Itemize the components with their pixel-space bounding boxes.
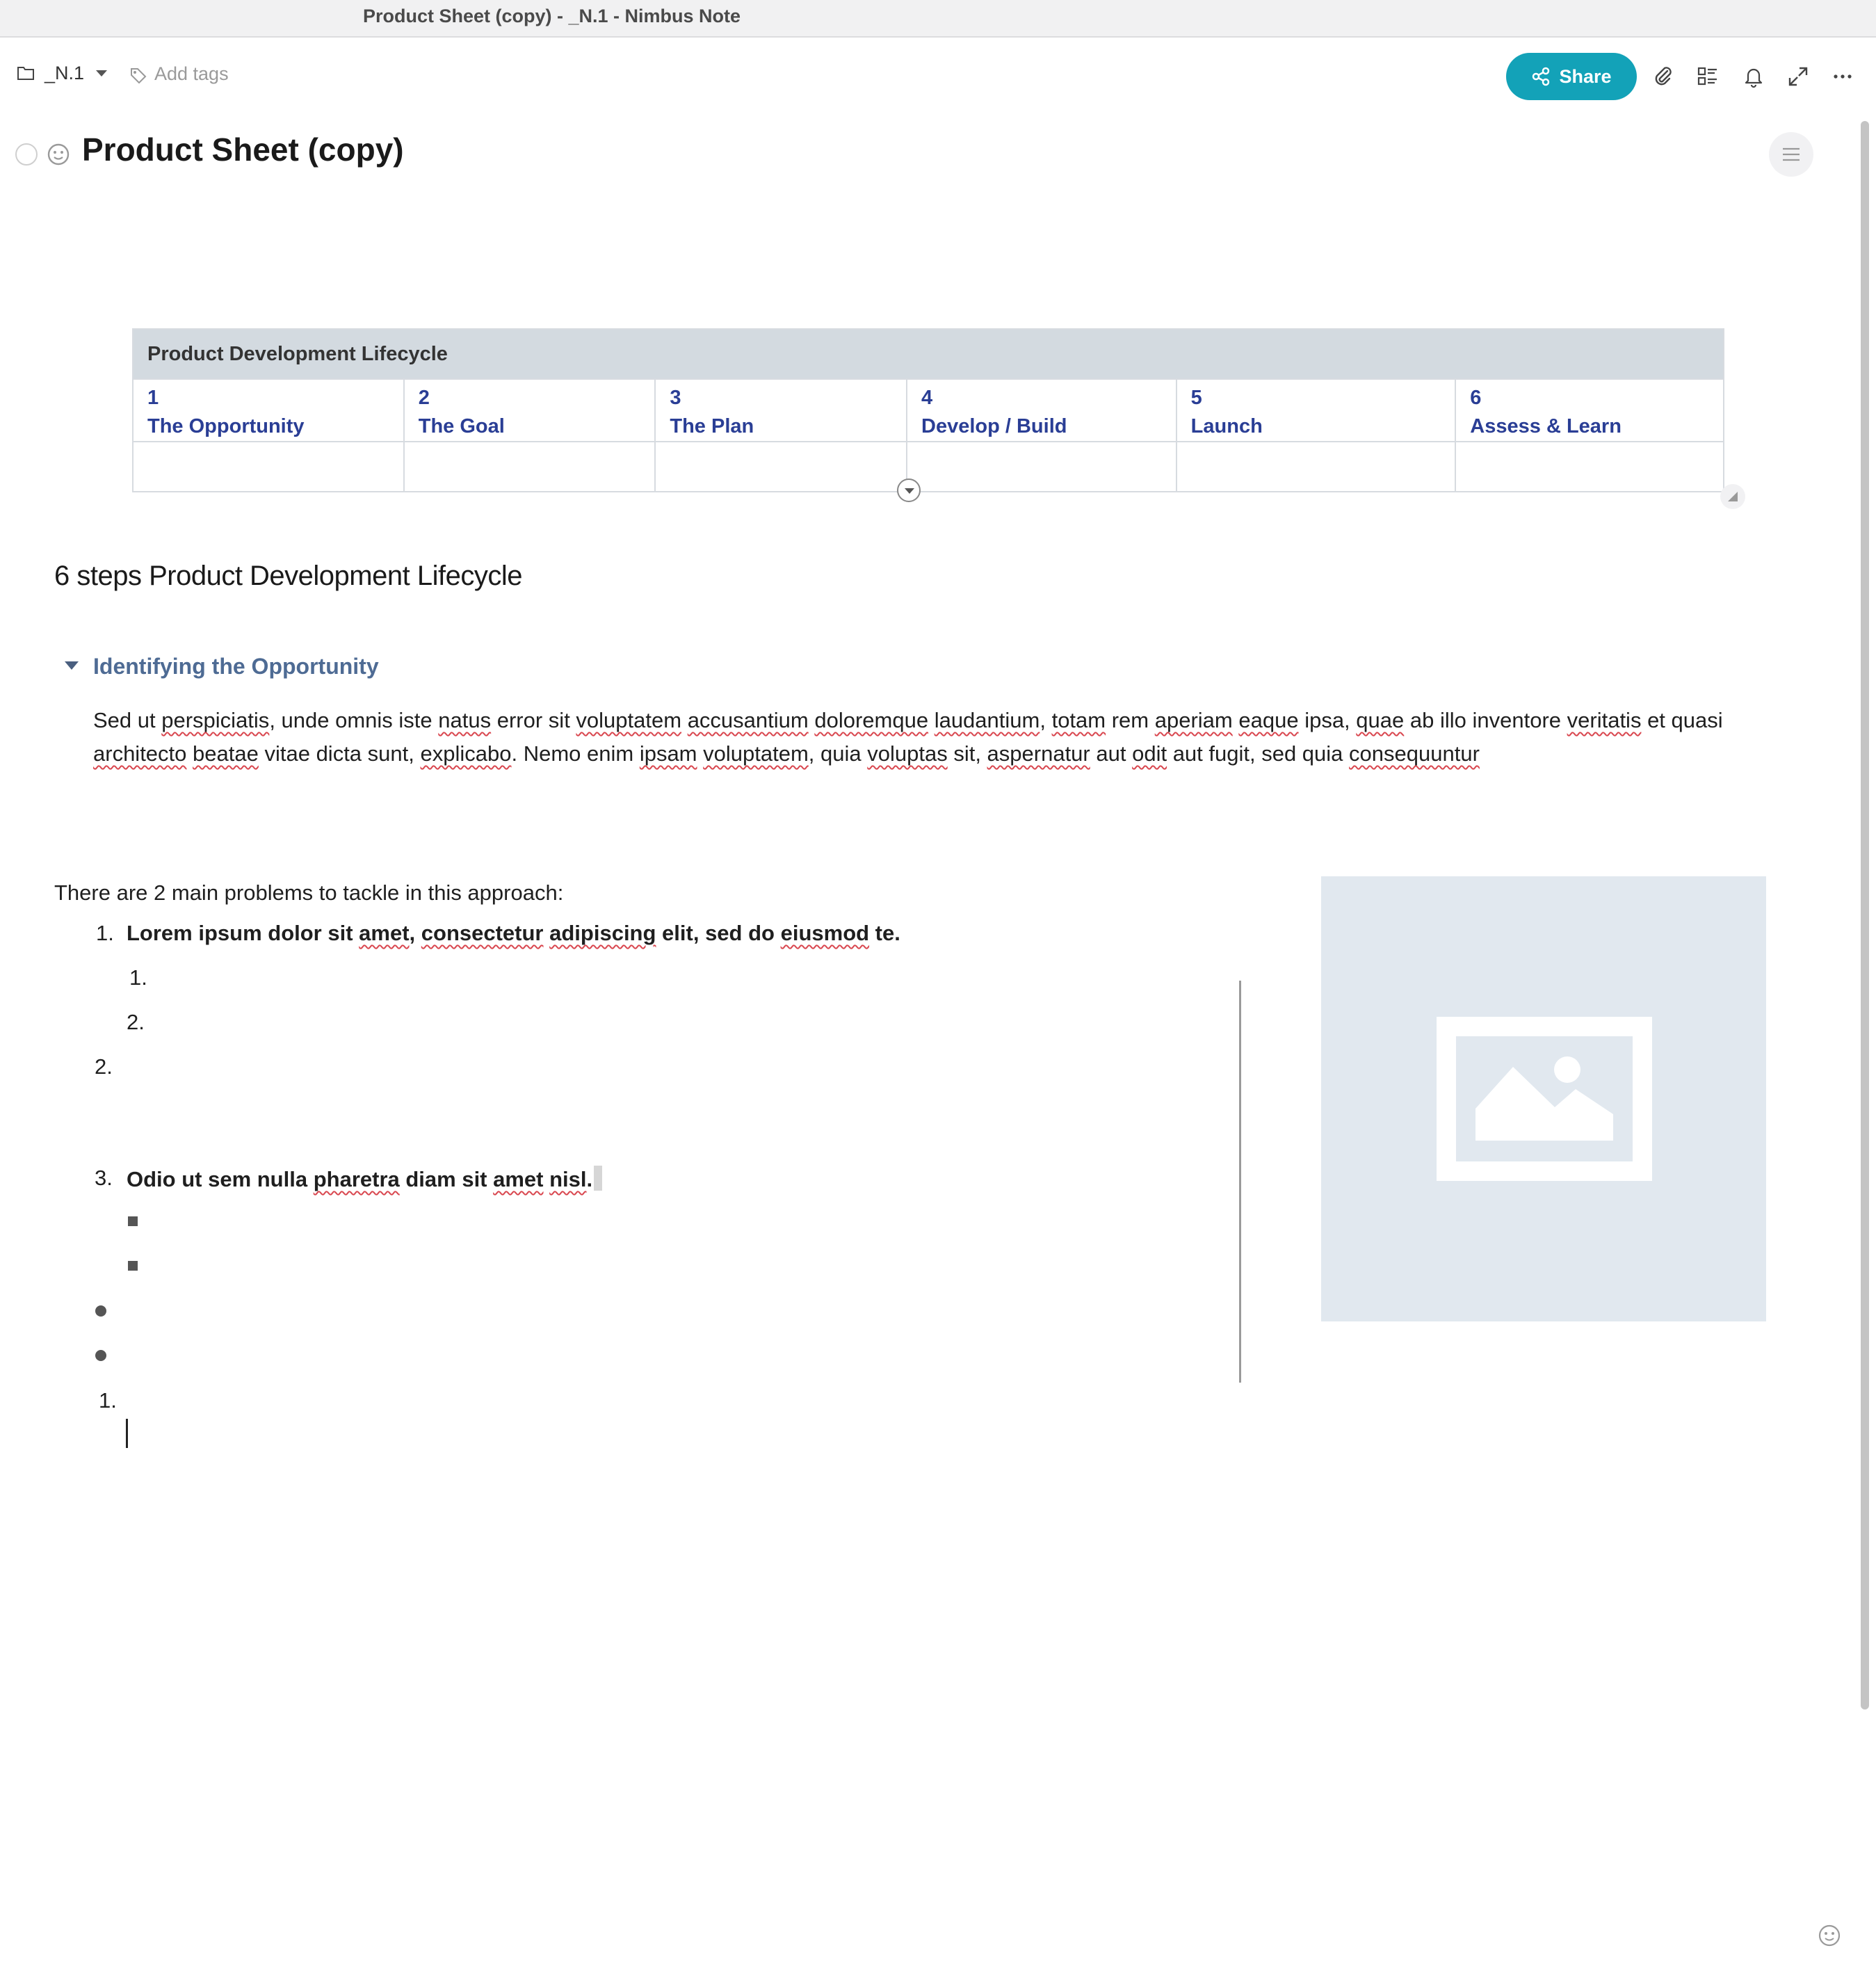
step-number: 4 xyxy=(921,387,933,409)
table-of-contents-button[interactable] xyxy=(1769,132,1813,177)
sub-list-marker[interactable]: 1. xyxy=(129,965,147,990)
attachment-icon[interactable] xyxy=(1651,64,1676,89)
square-bullet xyxy=(128,1261,138,1271)
window-title: Product Sheet (copy) - _N.1 - Nimbus Note xyxy=(363,6,741,26)
share-icon xyxy=(1531,67,1551,86)
table-step-cell[interactable] xyxy=(655,379,907,442)
window-titlebar xyxy=(0,0,1876,38)
step-label: Launch xyxy=(1190,415,1263,437)
table-step-cell[interactable] xyxy=(907,379,1176,442)
menu-lines-icon xyxy=(1781,147,1801,162)
image-placeholder[interactable] xyxy=(1321,876,1766,1321)
step-label: Develop / Build xyxy=(921,415,1067,437)
table-resize-handle[interactable] xyxy=(1720,484,1745,509)
reminder-bell-icon[interactable] xyxy=(1741,64,1766,89)
share-label: Share xyxy=(1559,65,1612,87)
expand-icon[interactable] xyxy=(1786,64,1811,89)
step-number: 6 xyxy=(1470,387,1482,409)
note-complete-checkbox[interactable] xyxy=(15,143,38,166)
table-header-cell[interactable]: Product Development Lifecycle xyxy=(133,329,1724,379)
add-tags-input[interactable]: Add tags xyxy=(154,63,229,84)
square-bullet xyxy=(128,1216,138,1226)
folder-name[interactable]: _N.1 xyxy=(45,63,85,83)
step-label: The Opportunity xyxy=(147,415,305,437)
table-step-cell[interactable] xyxy=(133,379,404,442)
round-bullet xyxy=(95,1305,106,1317)
note-title[interactable]: Product Sheet (copy) xyxy=(82,131,404,168)
table-expand-toggle[interactable] xyxy=(897,478,921,502)
table-step-cell[interactable] xyxy=(404,379,656,442)
section-heading[interactable]: 6 steps Product Development Lifecycle xyxy=(54,561,522,591)
column-divider[interactable] xyxy=(1239,981,1241,1383)
step-label: Assess & Learn xyxy=(1470,415,1622,437)
table-empty-cell[interactable] xyxy=(404,442,656,492)
text-selection-handle xyxy=(594,1166,602,1191)
text-cursor xyxy=(126,1419,128,1448)
toggle-paragraph[interactable]: Sed ut perspiciatis, unde omnis iste natus error sit voluptatem accusantium doloremque laudantium, totam rem aperiam eaque ipsa, quae ab illo inventore veritatis et quasi architecto beatae vitae dicta sunt, explicabo. Nemo enim ipsam voluptatem, quia voluptas sit, aspernatur aut odit aut fugit, sed quia consequuntur xyxy=(93,708,1723,766)
step-number: 1 xyxy=(147,387,159,409)
list-item-3[interactable]: Odio ut sem nulla pharetra diam sit amet nisl. xyxy=(127,1166,602,1192)
round-bullet xyxy=(95,1350,106,1361)
table-empty-cell[interactable] xyxy=(1176,442,1456,492)
list-marker: 3. xyxy=(95,1166,113,1190)
feedback-emoji-icon[interactable] xyxy=(1818,1924,1841,1947)
toggle-collapse-icon[interactable] xyxy=(65,661,79,670)
lifecycle-table[interactable] xyxy=(132,328,1724,492)
step-label: The Plan xyxy=(670,415,754,437)
more-options-icon[interactable] xyxy=(1830,64,1855,89)
toggle-title[interactable]: Identifying the Opportunity xyxy=(93,654,379,679)
table-step-cell[interactable] xyxy=(1176,379,1456,442)
table-empty-cell[interactable] xyxy=(1455,442,1724,492)
sub-list-marker[interactable]: 2. xyxy=(127,1010,145,1034)
table-empty-cell[interactable] xyxy=(907,442,1176,492)
folder-icon[interactable] xyxy=(17,65,35,81)
tag-icon[interactable] xyxy=(129,67,147,85)
step-number: 5 xyxy=(1190,387,1202,409)
intro-text[interactable]: There are 2 main problems to tackle in this approach: xyxy=(54,880,564,905)
outline-list-icon[interactable] xyxy=(1695,64,1720,89)
note-toolbar xyxy=(0,38,1876,114)
list-marker: 1. xyxy=(96,921,114,945)
list-marker[interactable]: 2. xyxy=(95,1054,113,1079)
list-marker[interactable]: 1. xyxy=(99,1388,117,1413)
vertical-scrollbar[interactable] xyxy=(1861,121,1869,1709)
table-step-cell[interactable] xyxy=(1455,379,1724,442)
table-empty-cell[interactable] xyxy=(133,442,404,492)
list-item-1[interactable]: Lorem ipsum dolor sit amet, consectetur adipiscing elit, sed do eiusmod te. xyxy=(127,921,900,945)
step-number: 3 xyxy=(670,387,681,409)
share-button[interactable] xyxy=(1506,53,1637,100)
emoji-icon[interactable] xyxy=(46,142,71,167)
chevron-down-icon[interactable] xyxy=(96,70,107,77)
step-number: 2 xyxy=(418,387,430,409)
step-label: The Goal xyxy=(418,415,505,437)
table-empty-cell[interactable] xyxy=(655,442,907,492)
image-icon xyxy=(1437,1017,1652,1181)
